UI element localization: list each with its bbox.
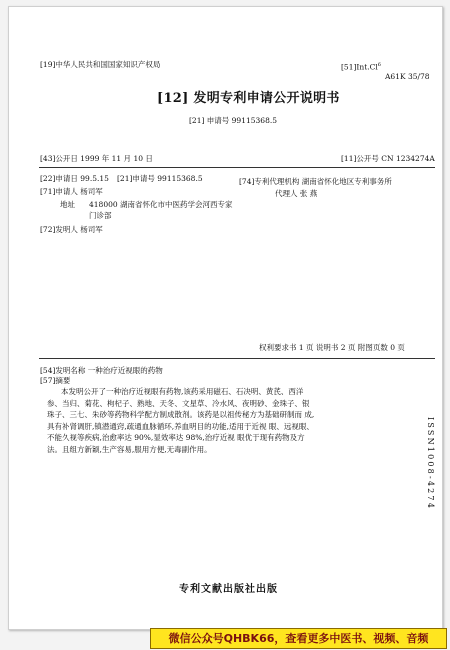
address-line-2: 门诊部 <box>89 211 112 220</box>
publication-number: [11]公开号 CN 1234274A <box>341 154 435 163</box>
int-cl-label <box>341 60 381 73</box>
publisher-name: 专利文献出版社出版 <box>179 584 278 595</box>
invention-name: [54]发明名称 一种治疗近视眼的药物 <box>40 366 163 375</box>
document-title: [12] 发明专利申请公开说明书 <box>157 91 340 106</box>
patent-agent: 代理人 张 燕 <box>275 189 318 198</box>
filing-app-number: [21]申请号 99115368.5 <box>117 174 203 183</box>
address-label: 地址 <box>60 200 75 209</box>
abstract-text: 本发明公开了一种治疗近视眼有药物,该药采用磁石、石决明、黄芪、西洋参、当归、菊花、枸杞子、熟地、天冬、文星草、冷水风、夜明砂、金珠子、银 珠子、三七、朱砂等药物科学配方制成散剂。该药是以祖传秘方为基础研制而 成,具有补肾调肝,镇潜通窍,疏通血脉循环,养血明目的功能,适用于近视 眼、远视眼、不能久视等疾病,治愈率达 90%,显效率达 98%,治疗近视 眼优于现有药物及方法。且组方新颖,生产容易,服用方便,无毒副作用。 <box>47 387 315 454</box>
address-line-1: 418000 湖南省怀化市中医药学会河西专家 <box>89 200 233 209</box>
office-name: [19]中华人民共和国国家知识产权局 <box>40 60 161 69</box>
applicant: [71]申请人 杨司军 <box>40 187 103 196</box>
patent-page <box>8 6 443 630</box>
int-cl-text: [51]Int.Cl <box>341 62 378 72</box>
application-number: [21] 申请号 99115368.5 <box>189 116 277 125</box>
filing-date: [22]申请日 99.5.15 <box>40 174 109 183</box>
int-cl-code: A61K 35/78 <box>385 72 430 81</box>
int-cl-edition: 6 <box>377 62 381 68</box>
inventor: [72]发明人 杨司军 <box>40 225 103 234</box>
publication-date: [43]公开日 1999 年 11 月 10 日 <box>40 154 153 163</box>
issn-side-number: ISSN1008-4274 <box>426 417 435 511</box>
patent-agency: [74]专利代理机构 湖南省怀化地区专利事务所 <box>239 177 392 186</box>
divider <box>39 167 435 168</box>
promo-banner: 微信公众号QHBK66，查看更多中医书、视频、音频 <box>150 628 447 649</box>
page-counts: 权利要求书 1 页 说明书 2 页 附图页数 0 页 <box>259 343 405 352</box>
divider <box>39 358 435 359</box>
abstract-label: [57]摘要 <box>40 376 71 385</box>
